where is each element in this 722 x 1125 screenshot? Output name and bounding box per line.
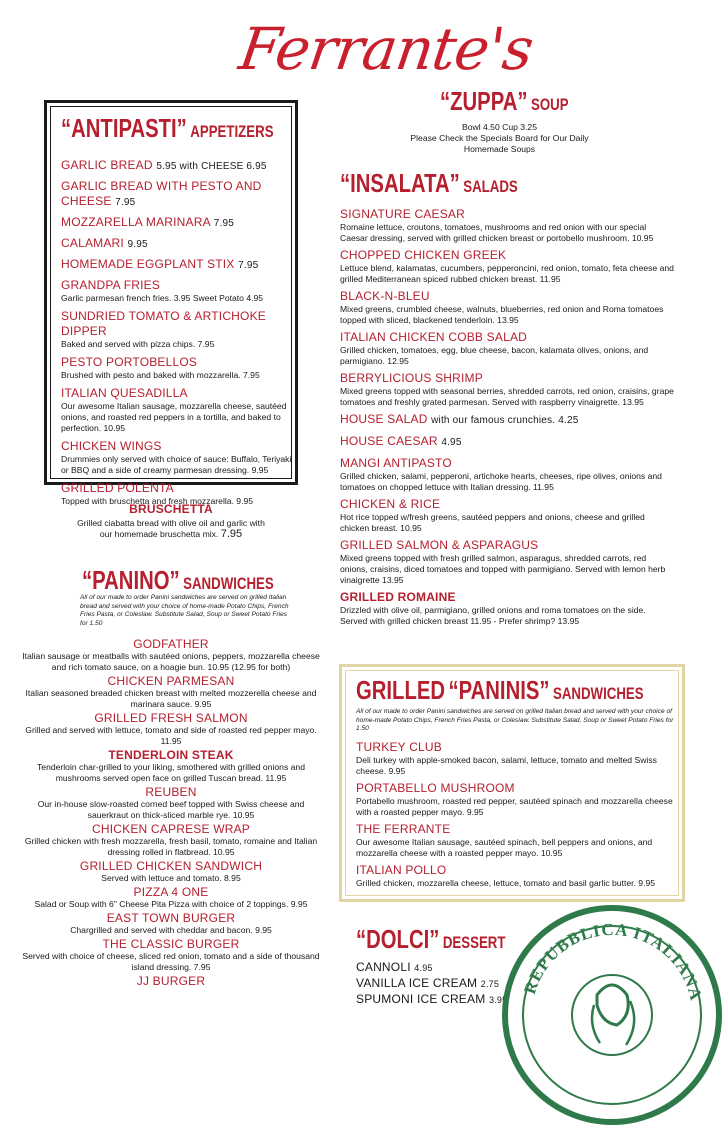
item-name: CHICKEN PARMESAN [107,674,235,688]
item-name: GRILLED ROMAINE [340,590,456,604]
item-name: GARLIC BREAD WITH PESTO AND CHEESE [61,179,262,208]
item-desc: Our awesome Italian sausage, sautéed spinach, bell peppers and onions, and mozzarella cheese with a roasted pepper mayo. 10.95 [356,836,653,858]
svg-text:REPUBBLICA ITALIANA [520,920,706,1003]
item-desc: Mixed greens, crumbled cheese, walnuts, blueberries, red onion and Roma tomatoes topped with sliced, blackened tenderloin. 13.95 [340,304,664,325]
list-item [356,992,507,1008]
item-price: 3.95 [488,995,508,1005]
list-item [340,248,675,285]
item-name: SPUMONI ICE CREAM [356,992,486,1006]
list-item [10,711,332,747]
item-name: PIZZA 4 ONE [133,885,209,899]
item-name: GRILLED CHICKEN SANDWICH [79,859,263,873]
item-title [340,207,675,222]
zuppa-heading: “ZUPPA” SOUP [440,86,569,116]
item-name: TENDERLOIN STEAK [108,748,234,762]
list-item [340,412,675,428]
item-title [61,257,295,273]
item-name: HOUSE CAESAR [340,434,438,448]
list-item [61,278,295,304]
item-desc: Served with lettuce and tomato. 8.95 [101,873,241,883]
item-name: HOMEMADE EGGPLANT STIX [61,257,235,271]
item-name: THE CLASSIC BURGER [102,937,240,951]
list-item [356,822,678,859]
item-desc: Hot rice topped w/fresh greens, sautéed peppers and onions, cheese and grilled chicken breast. 10.95 [340,512,645,533]
list-item [356,863,678,889]
item-title [340,434,675,450]
item-name: CANNOLI [356,960,411,974]
item-desc: Salad or Soup with 6" Cheese Pita Pizza with choice of 2 toppings. 9.95 [34,899,308,909]
item-desc: Topped with bruschetta and fresh mozzarella. 9.95 [61,496,254,506]
item-price: 9.95 [127,239,148,250]
item-desc: Our in-house slow-roasted corned beef topped with Swiss cheese and sauerkraut on thick-sliced marble rye. 10.95 [37,799,305,820]
list-item [10,674,332,710]
paninis-list [356,740,678,889]
zuppa-line: Homemade Soups [463,144,536,154]
panino-list [10,637,332,989]
item-name: CHICKEN & RICE [340,497,441,511]
item-desc: Grilled chicken, mozzarella cheese, lettuce, tomato and basil garlic butter. 9.95 [356,877,656,888]
item-desc: Tenderloin char-grilled to your liking, smothered with grilled onions and mushrooms served open face on grilled Tuscan bread. 11.95 [37,762,305,783]
item-title [61,355,295,370]
item-desc: Grilled and served with lettuce, tomato and side of roasted red pepper mayo. 11.95 [25,725,317,746]
item-desc: Baked and served with pizza chips. 7.95 [61,339,215,349]
item-price: 7.95 [115,197,136,208]
item-name: JJ BURGER [136,974,206,988]
item-name: BLACK-N-BLEU [340,289,430,303]
antipasti-section [44,100,298,506]
list-item [356,960,507,976]
item-desc: Italian seasoned breaded chicken breast with melted mozzerella cheese and marinara sauce. 9.95 [25,688,317,709]
item-desc: Brushed with pesto and baked with mozzarella. 7.95 [61,370,260,380]
item-desc: Grilled chicken with fresh mozzarella, fresh basil, tomato, romaine and Italian dressing rolled in flatbread. 10.95 [24,836,318,857]
list-item [356,976,507,992]
item-name: ITALIAN CHICKEN COBB SALAD [340,330,528,344]
item-title [340,456,675,471]
list-item [356,781,678,818]
paninis-note: All of our made to order Panini sandwiches are served on grilled Italian bread and served with your choice of home-made Potato Chips, French Fries Pasta, or Coleslaw. Substitute Salad, Soup or Sweet Potato Fries for 1.50 [356,708,674,732]
item-title [340,330,675,345]
list-item [340,538,675,586]
list-item [10,885,332,910]
item-desc: Drizzled with olive oil, parmigiano, grilled onions and roma tomatoes on the side. Served with grilled chicken breast 11.95 - Prefer shrimp? 13.95 [340,605,646,626]
list-item [340,456,675,493]
item-name: BERRYLICIOUS SHRIMP [340,371,483,385]
list-item [340,590,675,627]
italian-seal [502,905,722,1125]
item-name: ITALIAN POLLO [356,862,447,877]
zuppa-info [392,122,607,155]
item-name: HOUSE SALAD [340,412,428,426]
insalata-heading: “INSALATA” SALADS [340,168,518,198]
item-title [61,179,295,210]
paninis-section [339,664,685,902]
bruschetta-desc: Grilled ciabatta bread with olive oil and garlic with our homemade bruschetta mix. [77,518,265,539]
item-title [340,590,675,605]
item-name: GRILLED FRESH SALMON [94,711,248,725]
item-price: with our famous crunchies. 4.25 [431,415,579,426]
item-name: TURKEY CLUB [356,739,443,754]
item-price: 2.75 [480,979,500,989]
item-title [61,236,295,252]
item-title [340,412,675,428]
list-item [61,439,295,476]
list-item [340,371,675,408]
zuppa-line: Bowl 4.50 Cup 3.25 [461,122,537,132]
item-name: REUBEN [145,785,197,799]
item-name: PESTO PORTOBELLOS [61,355,198,369]
list-item [10,859,332,884]
dolci-list [356,960,507,1008]
item-desc: Italian sausage or meatballs with sautéed onions, peppers, mozzarella cheese and rich tomato sauce, on a hoagie bun. 10.95 (12.95 for both) [22,651,320,672]
item-title [340,497,675,512]
item-desc: Chargrilled and served with cheddar and bacon. 9.95 [70,925,272,935]
item-price: 5.95 with CHEESE 6.95 [156,161,267,172]
item-title [340,538,675,553]
list-item [61,236,295,252]
item-title [61,439,295,454]
item-price: 7.95 [238,260,259,271]
list-item [340,289,675,326]
item-title [61,215,295,231]
list-item [340,330,675,367]
item-desc: Portabello mushroom, roasted red pepper, sautéed spinach and mozzarella cheese with a roasted pepper mayo. 9.95 [356,795,673,817]
list-item [10,974,332,988]
item-name: THE FERRANTE [356,821,451,836]
seal-emblem-icon [502,905,722,1125]
item-title [61,278,295,293]
item-name: MANGI ANTIPASTO [340,456,452,470]
list-item [61,386,295,434]
item-desc: Garlic parmesan french fries. 3.95 Sweet Potato 4.95 [61,293,264,303]
panino-note: All of our made to order Panini sandwiches are served on grilled Italian bread and served with your choice of home-made Potato Chips, French Fries Pasta, or Coleslaw. Substitute Salad, Soup or Sweet Potato Fries for 1.50 [80,594,289,627]
item-name: GRANDPA FRIES [61,278,161,292]
item-title [61,309,295,339]
list-item [10,937,332,973]
item-name: CHICKEN CAPRESE WRAP [91,822,251,836]
list-item [10,911,332,936]
item-title [340,371,675,386]
seal-text: REPUBBLICA ITALIANA [520,919,706,1003]
item-desc: Drummies only served with choice of sauce: Buffalo, Teriyaki or BBQ and a side of creamy parmesan dressing. 9.95 [61,454,292,475]
item-title [61,481,295,496]
item-name: VANILLA ICE CREAM [356,976,478,990]
item-name: GRILLED SALMON & ASPARAGUS [340,538,539,552]
item-name: GRILLED POLENTA [61,481,174,495]
list-item [356,740,678,777]
item-title [61,158,295,174]
item-name: GARLIC BREAD [61,158,153,172]
restaurant-logo: Ferrante's [235,15,537,83]
item-name: MOZZARELLA MARINARA [61,215,211,229]
list-item [10,785,332,821]
antipasti-heading: “ANTIPASTI” APPETIZERS [61,113,274,143]
item-name: SIGNATURE CAESAR [340,207,465,221]
item-title [340,248,675,263]
item-desc: Our awesome Italian sausage, mozzarella cheese, sautéed onions, and roasted red peppers in a tortilla, and baked to perfection. 10.95 [61,401,287,433]
item-title [61,386,295,401]
list-item [61,355,295,381]
item-desc: Lettuce blend, kalamatas, cucumbers, pepperoncini, red onion, tomato, feta cheese and grilled Mediterranean spiced rubbed chicken breast. 11.95 [340,263,674,284]
list-item [10,637,332,673]
item-name: CHOPPED CHICKEN GREEK [340,248,507,262]
item-title [340,289,675,304]
item-price: 4.95 [441,437,462,448]
list-item [340,434,675,450]
list-item [340,497,675,534]
list-item [10,822,332,858]
antipasti-list [61,158,295,507]
list-item [61,179,295,210]
list-item [61,158,295,174]
list-item [61,309,295,350]
item-price: 7.95 [213,218,234,229]
item-desc: Grilled chicken, salami, pepperoni, artichoke hearts, cheeses, ripe olives, onions and tomatoes on chopped lettuce with Italian dressing. 11.95 [340,471,662,492]
item-price: 4.95 [414,963,433,973]
paninis-heading: GRILLED “PANINIS” SANDWICHES [356,675,644,705]
dolci-heading: “DOLCI” DESSERT [356,924,506,954]
item-desc: Served with choice of cheese, sliced red onion, tomato and a side of thousand island dressing. 7.95 [22,951,320,972]
bruschetta-price: 7.95 [220,528,243,540]
bruschetta-name: BRUSCHETTA [129,502,213,516]
item-desc: Grilled chicken, tomatoes, egg, blue cheese, bacon, kalamata olives, onions, and parmigiano. 12.95 [340,345,649,366]
item-desc: Deli turkey with apple-smoked bacon, salami, lettuce, tomato and melted Swiss cheese. 9.95 [356,754,657,776]
list-item [61,215,295,231]
list-item [340,207,675,244]
item-name: GODFATHER [133,637,209,651]
item-name: ITALIAN QUESADILLA [61,386,188,400]
item-name: SUNDRIED TOMATO & ARTICHOKE DIPPER [61,309,266,338]
panino-heading: “PANINO” SANDWICHES [82,565,274,595]
insalata-list [340,207,675,631]
zuppa-line: Please Check the Specials Board for Our Daily [410,133,589,143]
list-item [61,257,295,273]
item-desc: Mixed greens topped with seasonal berries, shredded carrots, red onion, craisins, grape tomatoes and freshly grated parmesan. Served with raspberry vinaigrette. 13.95 [340,386,674,407]
item-name: EAST TOWN BURGER [106,911,236,925]
list-item [10,748,332,784]
item-name: PORTABELLO MUSHROOM [356,780,515,795]
item-desc: Mixed greens topped with fresh grilled salmon, asparagus, shredded carrots, red onions, craisins, diced tomatoes and topped with parmigiano. Served with lemon herb vinaigrette 13.95 [340,553,666,585]
item-name: CALAMARI [61,236,124,250]
item-desc: Romaine lettuce, croutons, tomatoes, mushrooms and red onion with our special Caesar dressing, served with grilled chicken breast or portobello mushroom. 10.95 [340,222,654,243]
item-name: CHICKEN WINGS [61,439,162,453]
bruschetta-item [10,502,332,540]
